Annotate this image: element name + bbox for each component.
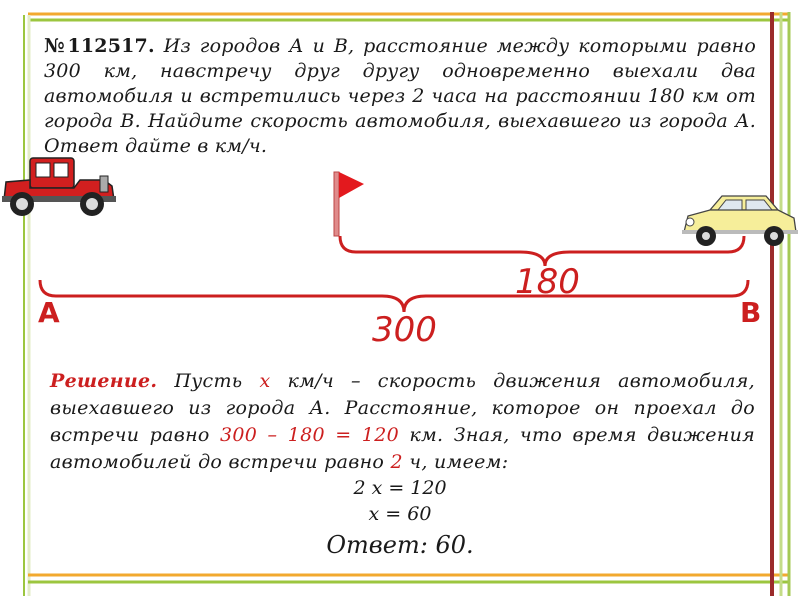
red-flag-icon	[330, 168, 370, 238]
equation-1: 2 x = 120	[353, 477, 447, 499]
variable-x: x	[259, 370, 271, 392]
distance-180-label: 180	[515, 262, 580, 302]
distance-calculation: 300 – 180 = 120	[220, 424, 399, 446]
solution-part-1: Пусть	[157, 370, 260, 392]
solution-part-2: км/ч – скорость движения автомобиля, выехавшего из города А. Расстояние, которое он проехал до встречи равно	[50, 370, 755, 446]
city-a-label: А	[38, 296, 60, 329]
solution-heading: Решение.	[50, 370, 158, 392]
yellow-car-icon	[680, 190, 800, 250]
city-b-label: В	[740, 296, 762, 329]
answer: Ответ: 60.	[326, 531, 474, 559]
solution-part-3: км. Зная, что время движения автомобилей до встречи равно	[50, 424, 756, 473]
red-car-icon	[0, 152, 120, 222]
solution-text	[50, 368, 755, 476]
problem-statement	[44, 34, 756, 159]
distance-300-label: 300	[372, 310, 437, 350]
problem-number: №112517.	[44, 35, 155, 57]
problem-text: Из городов А и В, расстояние между которыми равно 300 км, навстречу друг другу одновременно выехали два автомобиля и встретились через 2 часа на расстоянии 180 км от города В. Найдите скорость автомобиля, выехавшего из города А. Ответ дайте в км/ч.	[44, 35, 756, 157]
equation-2: x = 60	[368, 503, 432, 525]
time-hours: 2	[390, 451, 403, 473]
solution-part-4: ч, имеем:	[402, 451, 509, 473]
